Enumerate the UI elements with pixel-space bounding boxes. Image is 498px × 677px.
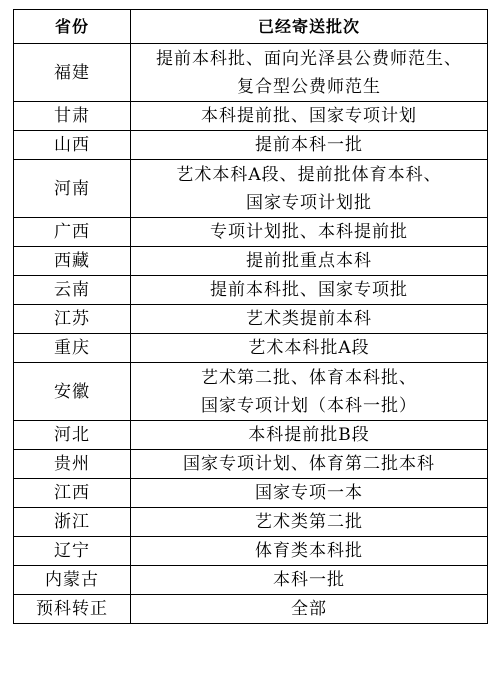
province-cell: 河北	[14, 421, 131, 450]
batch-line: 国家专项一本	[255, 483, 363, 503]
table-row	[14, 131, 488, 160]
batch-line: 国家专项计划、体育第二批本科	[183, 454, 435, 474]
batch-line: 艺术本科A段、提前批体育本科、	[176, 164, 442, 185]
batch-line: 艺术类第二批	[255, 512, 363, 532]
header-row	[14, 10, 488, 44]
table-container	[13, 9, 487, 624]
batch-line: 艺术第二批、体育本科批、	[201, 367, 417, 388]
table-row	[14, 334, 488, 363]
province-cell: 广西	[14, 218, 131, 247]
table-row	[14, 276, 488, 305]
table-row	[14, 363, 488, 421]
batch-table	[13, 9, 488, 624]
table-row	[14, 421, 488, 450]
table-row	[14, 595, 488, 624]
province-cell: 山西	[14, 131, 131, 160]
batch-cell	[131, 160, 488, 218]
table-row	[14, 247, 488, 276]
table-row	[14, 160, 488, 218]
batch-line: 国家专项计划（本科一批）	[201, 395, 417, 416]
province-cell: 辽宁	[14, 537, 131, 566]
table-row	[14, 537, 488, 566]
province-cell: 安徽	[14, 363, 131, 421]
batch-cell	[131, 537, 488, 566]
header-province: 省份	[14, 10, 131, 44]
province-cell: 福建	[14, 44, 131, 102]
table-row	[14, 566, 488, 595]
batch-line: 本科一批	[273, 570, 345, 590]
table-row	[14, 102, 488, 131]
batch-line: 提前本科一批	[255, 135, 363, 155]
batch-cell	[131, 131, 488, 160]
batch-line: 艺术本科批A段	[248, 338, 370, 358]
batch-cell	[131, 566, 488, 595]
batch-cell	[131, 218, 488, 247]
batch-line: 提前批重点本科	[246, 251, 372, 271]
table-row	[14, 44, 488, 102]
table-row	[14, 218, 488, 247]
table-row	[14, 450, 488, 479]
province-cell: 江苏	[14, 305, 131, 334]
batch-cell	[131, 334, 488, 363]
table-row	[14, 479, 488, 508]
batch-cell	[131, 421, 488, 450]
province-cell: 河南	[14, 160, 131, 218]
table-row	[14, 305, 488, 334]
province-cell: 甘肃	[14, 102, 131, 131]
table-row	[14, 508, 488, 537]
table-body	[14, 44, 488, 624]
batch-cell	[131, 508, 488, 537]
batch-line: 国家专项计划批	[246, 192, 372, 213]
batch-cell	[131, 305, 488, 334]
batch-cell	[131, 102, 488, 131]
batch-line: 专项计划批、本科提前批	[210, 222, 408, 242]
province-cell: 云南	[14, 276, 131, 305]
batch-cell	[131, 450, 488, 479]
batch-line: 本科提前批、国家专项计划	[201, 106, 417, 126]
batch-line: 艺术类提前本科	[246, 309, 372, 329]
province-cell: 内蒙古	[14, 566, 131, 595]
province-cell: 预科转正	[14, 595, 131, 624]
batch-line: 全部	[291, 599, 327, 619]
batch-cell	[131, 479, 488, 508]
province-cell: 浙江	[14, 508, 131, 537]
batch-line: 本科提前批B段	[248, 425, 370, 445]
batch-cell	[131, 276, 488, 305]
batch-cell	[131, 44, 488, 102]
batch-cell	[131, 595, 488, 624]
batch-cell	[131, 247, 488, 276]
province-cell: 西藏	[14, 247, 131, 276]
batch-line: 体育类本科批	[255, 541, 363, 561]
province-cell: 江西	[14, 479, 131, 508]
batch-line: 复合型公费师范生	[237, 76, 381, 97]
header-batch: 已经寄送批次	[131, 10, 488, 44]
province-cell: 重庆	[14, 334, 131, 363]
batch-cell	[131, 363, 488, 421]
province-cell: 贵州	[14, 450, 131, 479]
batch-line: 提前本科批、面向光泽县公费师范生、	[156, 48, 462, 69]
batch-line: 提前本科批、国家专项批	[210, 280, 408, 300]
